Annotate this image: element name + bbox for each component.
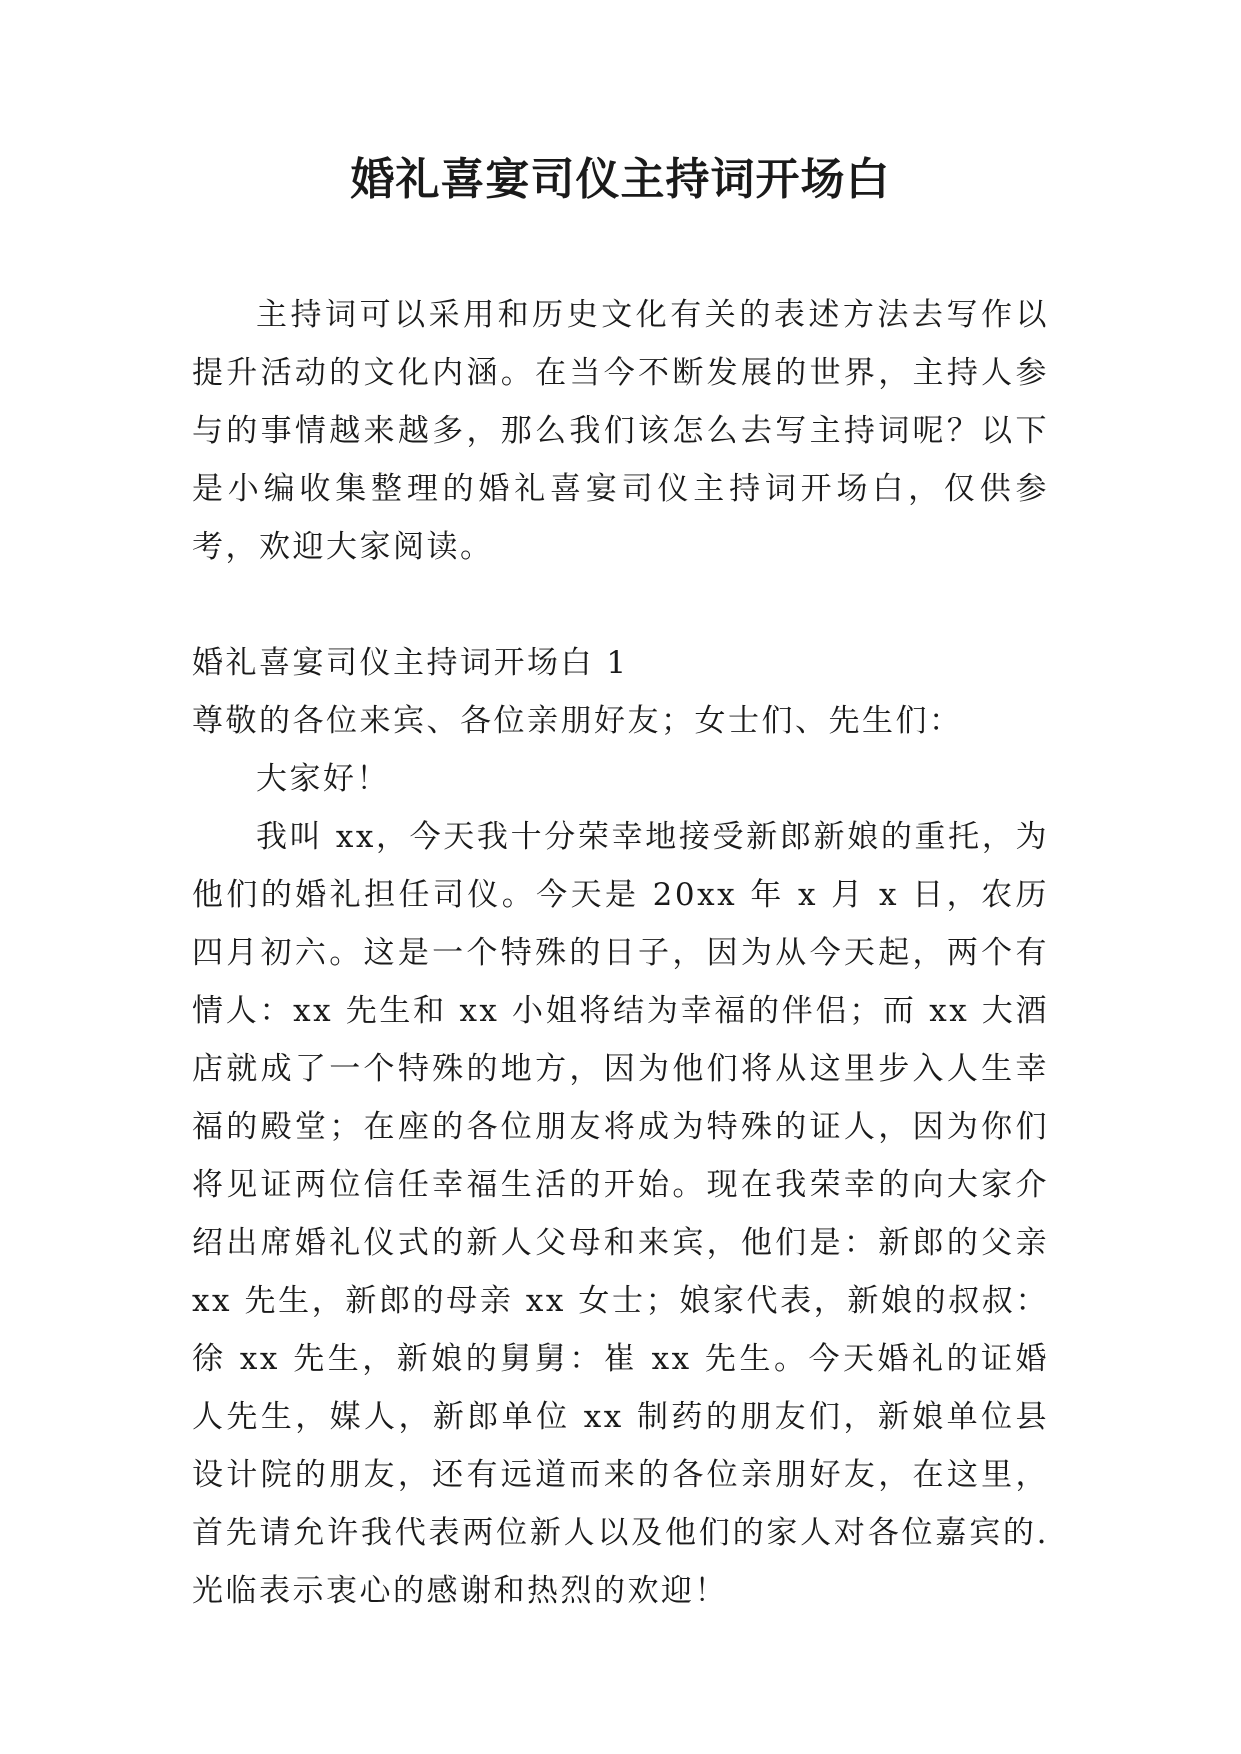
body-paragraph: 我叫 xx，今天我十分荣幸地接受新郎新娘的重托，为他们的婚礼担任司仪。今天是 20xx 年 x 月 x 日，农历四月初六。这是一个特殊的日子，因为从今天起，两个有情人：xx 先生和 xx 小姐将结为幸福的伴侣；而 xx 大酒店就成了一个特殊的地方，因为他们将从这里步入人生幸福的殿堂；在座的各位朋友将成为特殊的证人，因为你们将见证两位信任幸福生活的开始。现在我荣幸的向大家介绍出席婚礼仪式的新人父母和来宾，他们是：新郎的父亲 xx 先生，新郎的母亲 xx 女士；娘家代表，新娘的叔叔：徐 xx 先生，新娘的舅舅：崔 xx 先生。今天婚礼的证婚人先生，媒人，新郎单位 xx 制药的朋友们，新娘单位县设计院的朋友，还有远道而来的各位亲朋好友，在这里，首先请允许我代表两位新人以及他们的家人对各位嘉宾的.光临表示衷心的感谢和热烈的欢迎！: [192, 819, 1049, 1609]
greeting-line: 大家好！: [256, 761, 390, 797]
salutation-line: 尊敬的各位来宾、各位亲朋好友；女士们、先生们：: [192, 703, 963, 739]
document-title: 婚礼喜宴司仪主持词开场白: [350, 154, 891, 205]
section-heading: 婚礼喜宴司仪主持词开场白 1: [192, 645, 629, 681]
document-body: [192, 286, 1049, 1620]
intro-paragraph: 主持词可以采用和历史文化有关的表述方法去写作以提升活动的文化内涵。在当今不断发展的世界，主持人参与的事情越来越多，那么我们该怎么去写主持词呢？以下是小编收集整理的婚礼喜宴司仪主持词开场白，仅供参考，欢迎大家阅读。: [192, 297, 1049, 565]
